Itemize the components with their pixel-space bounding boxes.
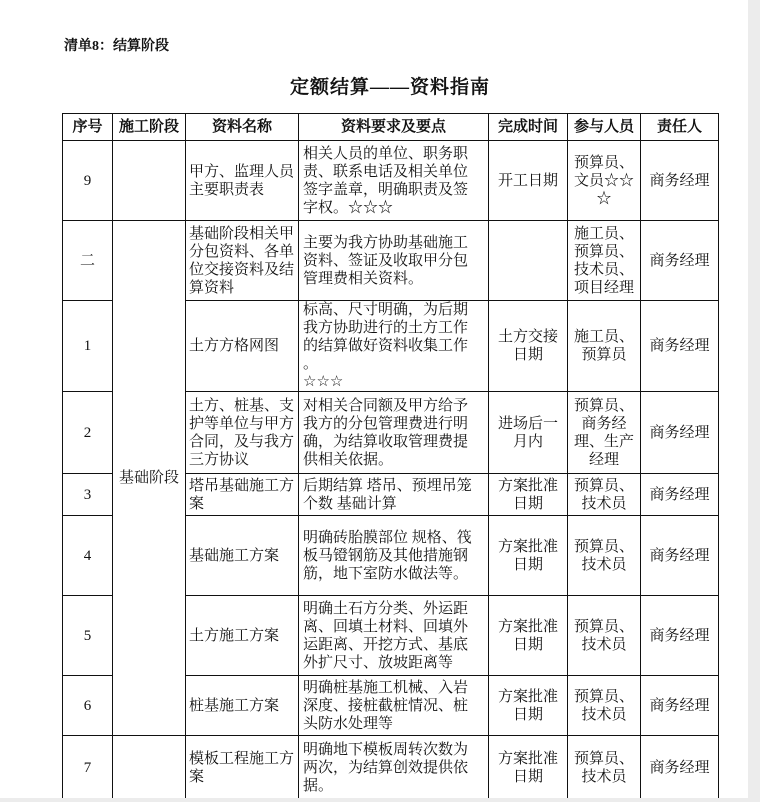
header-serial-number: 序号 <box>63 114 113 141</box>
serial-number-cell: 3 <box>63 474 113 516</box>
completion-time-cell: 开工日期 <box>489 141 568 221</box>
responsible-cell: 商务经理 <box>641 221 719 301</box>
serial-number-cell: 2 <box>63 392 113 474</box>
requirement-cell: 对相关合同额及甲方给予我方的分包管理费进行明确，为结算收取管理费提供相关依据。 <box>299 392 489 474</box>
header-document-name: 资料名称 <box>186 114 299 141</box>
header-completion-time: 完成时间 <box>489 114 568 141</box>
responsible-cell: 商务经理 <box>641 676 719 736</box>
page-title: 定额结算——资料指南 <box>289 77 490 98</box>
completion-time-cell: 方案批准日期 <box>489 676 568 736</box>
document-name-cell: 塔吊基础施工方案 <box>186 474 299 516</box>
serial-number-cell: 9 <box>63 141 113 221</box>
participants-cell: 预算员、技术员 <box>568 736 641 799</box>
table-row <box>63 736 719 799</box>
serial-number-cell: 二 <box>63 221 113 301</box>
serial-number-cell: 6 <box>63 676 113 736</box>
table-row <box>63 221 719 301</box>
responsible-cell: 商务经理 <box>641 301 719 392</box>
serial-number-cell: 1 <box>63 301 113 392</box>
responsible-cell: 商务经理 <box>641 516 719 596</box>
header-requirements: 资料要求及要点 <box>299 114 489 141</box>
responsible-cell: 商务经理 <box>641 474 719 516</box>
requirement-cell: 后期结算 塔吊、预埋吊笼个数 基础计算 <box>299 474 489 516</box>
responsible-cell: 商务经理 <box>641 736 719 799</box>
completion-time-cell: 方案批准日期 <box>489 736 568 799</box>
participants-cell: 预算员、文员☆☆☆ <box>568 141 641 221</box>
document-name-cell: 土方方格网图 <box>186 301 299 392</box>
document-name-cell: 基础阶段相关甲分包资料、各单位交接资料及结算资料 <box>186 221 299 301</box>
completion-time-cell: 方案批准日期 <box>489 474 568 516</box>
requirement-cell: 明确地下模板周转次数为两次，为结算创效提供依据。 <box>299 736 489 799</box>
document-name-cell: 土方施工方案 <box>186 596 299 676</box>
responsible-cell: 商务经理 <box>641 392 719 474</box>
document-name-cell: 桩基施工方案 <box>186 676 299 736</box>
requirement-cell: 明确砖胎膜部位 规格、筏板马镫钢筋及其他措施钢筋，地下室防水做法等。 <box>299 516 489 596</box>
responsible-cell: 商务经理 <box>641 596 719 676</box>
header-participants: 参与人员 <box>568 114 641 141</box>
requirement-cell: 明确桩基施工机械、入岩深度、接桩截桩情况、桩头防水处理等 <box>299 676 489 736</box>
responsible-cell: 商务经理 <box>641 141 719 221</box>
document-name-cell: 土方、桩基、支护等单位与甲方合同，及与我方三方协议 <box>186 392 299 474</box>
participants-cell: 施工员、预算员 <box>568 301 641 392</box>
serial-number-cell: 7 <box>63 736 113 799</box>
list-label: 清单8：结算阶段 <box>64 39 169 54</box>
document-name-cell: 甲方、监理人员主要职责表 <box>186 141 299 221</box>
stage-cell <box>113 141 186 221</box>
serial-number-cell: 5 <box>63 596 113 676</box>
completion-time-cell: 方案批准日期 <box>489 596 568 676</box>
header-row <box>63 114 719 141</box>
serial-number-cell: 4 <box>63 516 113 596</box>
stage-cell <box>113 736 186 799</box>
requirement-cell: 标高、尺寸明确，为后期我方协助进行的土方工作的结算做好资料收集工作 。 ☆☆☆ <box>299 301 489 392</box>
participants-cell: 预算员、技术员 <box>568 676 641 736</box>
participants-cell: 预算员、技术员 <box>568 474 641 516</box>
stage-cell-merged: 基础阶段 <box>113 221 186 736</box>
requirement-cell: 主要为我方协助基础施工资料、签证及收取甲分包管理费相关资料。 <box>299 221 489 301</box>
requirement-cell: 明确土石方分类、外运距离、回填土材料、回填外运距离、开挖方式、基底外扩尺寸、放坡距离等 <box>299 596 489 676</box>
header-stage: 施工阶段 <box>113 114 186 141</box>
completion-time-cell: 进场后一月内 <box>489 392 568 474</box>
participants-cell: 预算员、技术员 <box>568 596 641 676</box>
participants-cell: 预算员、技术员 <box>568 516 641 596</box>
requirement-cell: 相关人员的单位、职务职责、联系电话及相关单位签字盖章，明确职责及签字权。☆☆☆ <box>299 141 489 221</box>
settlement-guide-table <box>62 113 719 798</box>
completion-time-cell <box>489 221 568 301</box>
completion-time-cell: 土方交接日期 <box>489 301 568 392</box>
header-responsible: 责任人 <box>641 114 719 141</box>
participants-cell: 预算员、商务经理、生产经理 <box>568 392 641 474</box>
participants-cell: 施工员、预算员、技术员、项目经理 <box>568 221 641 301</box>
document-name-cell: 基础施工方案 <box>186 516 299 596</box>
table-row <box>63 141 719 221</box>
document-name-cell: 模板工程施工方案 <box>186 736 299 799</box>
completion-time-cell: 方案批准日期 <box>489 516 568 596</box>
